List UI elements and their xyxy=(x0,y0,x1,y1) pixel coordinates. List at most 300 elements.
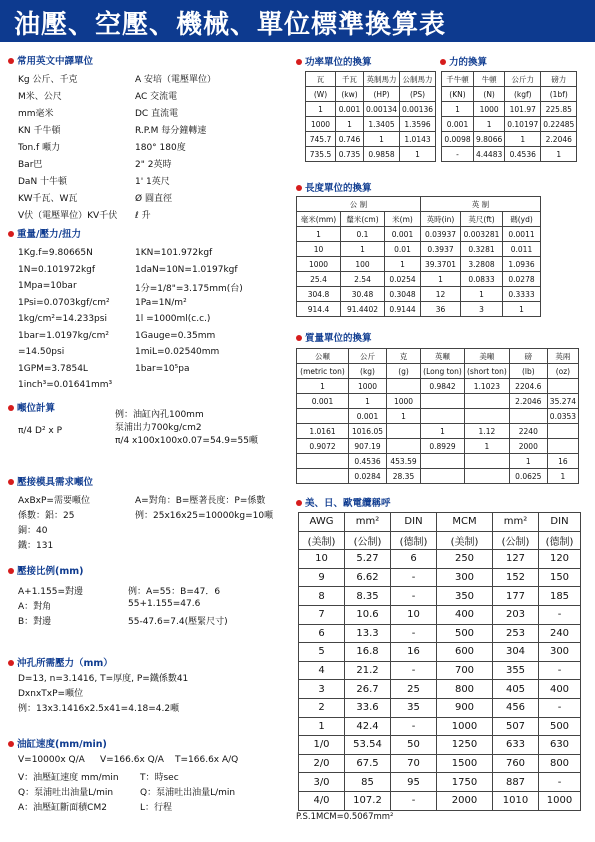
table-cell: 500 xyxy=(539,717,581,736)
table-cell: 760 xyxy=(493,754,539,773)
table-cell: 2 xyxy=(299,698,345,717)
table-row xyxy=(297,379,579,394)
table-cell: 5.27 xyxy=(345,550,391,569)
table-row xyxy=(297,469,579,484)
table-cell: (美制) xyxy=(299,531,345,550)
table-cell: 10 xyxy=(297,242,341,257)
table-cell: mm² xyxy=(345,513,391,532)
table-cell: 177 xyxy=(493,587,539,606)
table-cell: 887 xyxy=(493,773,539,792)
eng-item: Kg 公斤、千克 xyxy=(18,75,78,85)
table-group-header: 公 制 xyxy=(297,197,421,212)
table-cell: 公斤 xyxy=(349,349,387,364)
table-cell: 1 xyxy=(465,439,510,454)
table-cell: 1000 xyxy=(349,379,387,394)
table-cell: - xyxy=(391,587,437,606)
table-cell: 1000 xyxy=(474,102,505,117)
table-cell: 16.8 xyxy=(345,643,391,662)
table-row xyxy=(299,568,581,587)
tonnage-formula: π/4 D² x P xyxy=(18,426,63,436)
eng-item: ℓ 升 xyxy=(135,211,151,221)
table-cell: 0.0353 xyxy=(547,409,578,424)
table-cell xyxy=(465,454,510,469)
table-cell: 800 xyxy=(539,754,581,773)
table-row xyxy=(297,349,579,364)
table-cell: 0.00136 xyxy=(400,102,436,117)
table-cell: - xyxy=(539,661,581,680)
table-cell: 公制馬力 xyxy=(400,72,436,87)
table-cell: 1000 xyxy=(539,791,581,810)
ratio-item: A+1.155=對邊 xyxy=(18,587,84,597)
speed-item: V=10000x Q/A xyxy=(18,755,85,765)
table-row xyxy=(297,242,541,257)
ratio-item: A：對角 xyxy=(18,602,52,612)
table-cell: (KN) xyxy=(442,87,474,102)
table-cell: 225.85 xyxy=(541,102,577,117)
wt-item: 1daN=10N=1.0197kgf xyxy=(135,264,238,275)
table-cell: 米(m) xyxy=(385,212,421,227)
table-cell: 0.0625 xyxy=(509,469,547,484)
table-cell: - xyxy=(539,605,581,624)
table-cell: 1 xyxy=(400,147,436,162)
table-cell: MCM xyxy=(437,513,493,532)
table-cell: 35 xyxy=(391,698,437,717)
table-cell: 1 xyxy=(474,117,505,132)
table-row xyxy=(442,87,577,102)
table-cell: 85 xyxy=(345,773,391,792)
table-cell: 745.7 xyxy=(306,132,336,147)
table-row xyxy=(299,643,581,662)
table-row xyxy=(297,257,541,272)
table-cell: 1 xyxy=(385,257,421,272)
table-cell: - xyxy=(391,624,437,643)
eng-item: Bar巴 xyxy=(18,160,43,170)
table-cell: 3/0 xyxy=(299,773,345,792)
table-cell: 1010 xyxy=(493,791,539,810)
table-cell: 千瓦 xyxy=(336,72,364,87)
table-cell: 英制馬力 xyxy=(364,72,400,87)
table-cell xyxy=(297,454,349,469)
table-cell: 107.2 xyxy=(345,791,391,810)
table-cell: 6.62 xyxy=(345,568,391,587)
table-cell: 0.9858 xyxy=(364,147,400,162)
table-cell: 1000 xyxy=(306,117,336,132)
table-cell: 公噸 xyxy=(297,349,349,364)
speed-item: T=166.6x A/Q xyxy=(175,755,239,765)
table-cell: 203 xyxy=(493,605,539,624)
table-group-header: 英 制 xyxy=(421,197,541,212)
eng-item: KW千瓦、W瓦 xyxy=(18,194,78,204)
table-cell: 0.3281 xyxy=(461,242,503,257)
section-cylinder-speed: 油缸速度(mm/min) xyxy=(8,736,107,750)
table-cell: 0.001 xyxy=(297,394,349,409)
mold-item: 銅：40 xyxy=(18,526,48,536)
tonnage-example-3: π/4 x100x100x0.07=54.9=55噸 xyxy=(115,436,258,446)
eng-item: Ton.f 噸力 xyxy=(18,143,61,153)
table-cell: 2.2046 xyxy=(509,394,547,409)
table-row xyxy=(299,531,581,550)
table-cell: 914.4 xyxy=(297,302,341,317)
table-cell: 10 xyxy=(299,550,345,569)
section-mass: 質量單位的換算 xyxy=(296,330,372,344)
eng-item: KN 千牛頓 xyxy=(18,126,61,136)
table-cell: 500 xyxy=(437,624,493,643)
table-cell: 美噸 xyxy=(465,349,510,364)
table-cell: DIN xyxy=(539,513,581,532)
table-cell: 30.48 xyxy=(341,287,385,302)
table-cell: 0.0833 xyxy=(461,272,503,287)
force-table xyxy=(441,71,577,162)
table-cell: 400 xyxy=(539,680,581,699)
table-cell: 釐米(cm) xyxy=(341,212,385,227)
table-row xyxy=(297,454,579,469)
eng-item: mm毫米 xyxy=(18,109,54,119)
section-crimp-ratio: 壓接比例(mm) xyxy=(8,563,83,577)
table-cell: 0.3048 xyxy=(385,287,421,302)
wt-item: 1Psi=0.0703kgf/cm² xyxy=(18,297,110,308)
punch-line-1: D=13, n=3.1416, T=厚度, P=鐵係數41 xyxy=(18,674,189,684)
cable-note: P.S.1MCM=0.5067mm² xyxy=(296,812,394,822)
table-cell: 英尺(ft) xyxy=(461,212,503,227)
table-cell: DIN xyxy=(391,513,437,532)
table-cell: 120 xyxy=(539,550,581,569)
table-cell: 瓦 xyxy=(306,72,336,87)
table-cell: 900 xyxy=(437,698,493,717)
table-cell: 33.6 xyxy=(345,698,391,717)
table-cell: 1.3405 xyxy=(364,117,400,132)
table-cell: AWG xyxy=(299,513,345,532)
table-row xyxy=(299,624,581,643)
table-cell: 千牛頓 xyxy=(442,72,474,87)
table-cell xyxy=(465,469,510,484)
speed-item: A：油壓缸斷面積CM2 xyxy=(18,803,107,813)
eng-item: 1' 1英尺 xyxy=(135,177,170,187)
ratio-item: 55-47.6=7.4(壓緊尺寸) xyxy=(128,617,228,627)
table-row xyxy=(306,147,436,162)
table-cell: - xyxy=(442,147,474,162)
table-cell: 英時(in) xyxy=(421,212,461,227)
table-cell: 2240 xyxy=(509,424,547,439)
table-cell: 1.1023 xyxy=(465,379,510,394)
wt-item: 1GPM=3.7854L xyxy=(18,363,88,374)
table-cell xyxy=(509,409,547,424)
wt-item: =14.50psi xyxy=(18,347,65,357)
eng-item: R.P.M 每分鐘轉速 xyxy=(135,126,207,136)
table-cell: 70 xyxy=(391,754,437,773)
table-cell: 0.9842 xyxy=(421,379,465,394)
wt-item: 1miL=0.02540mm xyxy=(135,347,220,357)
table-cell: 0.9144 xyxy=(385,302,421,317)
table-cell: 1 xyxy=(336,117,364,132)
length-table xyxy=(296,196,541,317)
table-cell: 1 xyxy=(547,469,578,484)
wt-item: 1kg/cm²=14.233psi xyxy=(18,314,107,324)
table-cell: 185 xyxy=(539,587,581,606)
section-punch-pressure: 沖孔所需壓力（mm） xyxy=(8,655,113,669)
tonnage-example-2: 泵浦出力700kg/cm2 xyxy=(115,423,202,433)
table-cell: 0.0011 xyxy=(503,227,541,242)
eng-item: DC 直流電 xyxy=(135,109,179,119)
table-cell xyxy=(387,379,421,394)
table-cell: (1bf) xyxy=(541,87,577,102)
table-cell: 26.7 xyxy=(345,680,391,699)
table-row xyxy=(297,212,541,227)
table-cell: 16 xyxy=(547,454,578,469)
table-cell: 250 xyxy=(437,550,493,569)
table-cell: 磅力 xyxy=(541,72,577,87)
table-cell: 0.4536 xyxy=(505,147,541,162)
eng-item: V伏（電壓單位）KV千伏 xyxy=(18,211,118,221)
table-cell: 1500 xyxy=(437,754,493,773)
table-cell: 1.0143 xyxy=(400,132,436,147)
speed-item: V：油壓缸速度 mm/min xyxy=(18,773,119,783)
table-cell: 2000 xyxy=(509,439,547,454)
table-cell: 1 xyxy=(297,227,341,242)
table-cell: 12 xyxy=(421,287,461,302)
table-cell: 1 xyxy=(503,302,541,317)
table-row xyxy=(306,102,436,117)
table-row xyxy=(299,661,581,680)
table-row xyxy=(299,791,581,810)
table-cell: 127 xyxy=(493,550,539,569)
table-cell: 9 xyxy=(299,568,345,587)
table-cell xyxy=(465,409,510,424)
table-cell: 0.10197 xyxy=(505,117,541,132)
table-row xyxy=(299,773,581,792)
table-cell: 0.03937 xyxy=(421,227,461,242)
table-cell: - xyxy=(391,717,437,736)
table-cell: 507 xyxy=(493,717,539,736)
speed-item: T：時sec xyxy=(140,773,179,783)
table-cell xyxy=(387,439,421,454)
table-row xyxy=(299,717,581,736)
table-cell: 456 xyxy=(493,698,539,717)
wt-item: 1l =1000ml(c.c.) xyxy=(135,314,211,324)
table-cell: 21.2 xyxy=(345,661,391,680)
table-cell: 4 xyxy=(299,661,345,680)
table-cell: 2.54 xyxy=(341,272,385,287)
table-row xyxy=(297,424,579,439)
table-cell: 28.35 xyxy=(387,469,421,484)
section-english-units: 常用英文中譯單位 xyxy=(8,53,93,67)
table-cell: 10 xyxy=(391,605,437,624)
speed-item: Q：泵浦吐出油量L/min xyxy=(140,788,236,798)
table-cell: 630 xyxy=(539,736,581,755)
table-row xyxy=(297,272,541,287)
table-cell: 1250 xyxy=(437,736,493,755)
table-row xyxy=(306,117,436,132)
table-cell: 1750 xyxy=(437,773,493,792)
table-cell: 8.35 xyxy=(345,587,391,606)
table-cell: (metric ton) xyxy=(297,364,349,379)
table-cell: 700 xyxy=(437,661,493,680)
wt-item: 1Gauge=0.35mm xyxy=(135,330,216,341)
table-cell: 1 xyxy=(387,409,421,424)
section-length: 長度單位的換算 xyxy=(296,180,372,194)
table-cell: - xyxy=(539,698,581,717)
table-row xyxy=(442,132,577,147)
table-header-row xyxy=(297,197,541,212)
table-row xyxy=(442,117,577,132)
table-cell: 4/0 xyxy=(299,791,345,810)
table-row xyxy=(297,439,579,454)
wt-item: 1Kg.f=9.80665N xyxy=(18,248,93,258)
page-title: 油壓、空壓、機械、單位標準換算表 xyxy=(14,10,447,40)
mold-item: A=對角：B=壓著長度：P=係數 xyxy=(135,496,266,506)
table-cell xyxy=(297,469,349,484)
section-mold-tonnage: 壓接模具需求噸位 xyxy=(8,474,93,488)
table-cell: 405 xyxy=(493,680,539,699)
table-cell: 1/0 xyxy=(299,736,345,755)
wt-item: 1KN=101.972kgf xyxy=(135,248,213,258)
ratio-item: B：對邊 xyxy=(18,617,52,627)
table-cell: (W) xyxy=(306,87,336,102)
table-cell: 0.1 xyxy=(341,227,385,242)
table-cell: (lb) xyxy=(509,364,547,379)
table-cell: 3 xyxy=(461,302,503,317)
table-cell: 2000 xyxy=(437,791,493,810)
wt-item: 1分=1/8"=3.175mm(台) xyxy=(135,284,243,294)
speed-item: Q：泵浦吐出油量L/min xyxy=(18,788,114,798)
table-cell: 0.01 xyxy=(385,242,421,257)
table-row xyxy=(442,147,577,162)
table-cell: 1 xyxy=(421,272,461,287)
table-cell: 152 xyxy=(493,568,539,587)
table-row xyxy=(299,513,581,532)
table-cell: 1 xyxy=(421,424,465,439)
table-cell: mm² xyxy=(493,513,539,532)
table-cell: 1 xyxy=(364,132,400,147)
table-cell: 100 xyxy=(341,257,385,272)
table-cell: 25.4 xyxy=(297,272,341,287)
table-cell: 300 xyxy=(437,568,493,587)
table-row xyxy=(299,550,581,569)
table-cell: 2204.6 xyxy=(509,379,547,394)
section-weight-pressure: 重量/壓力/扭力 xyxy=(8,226,81,240)
section-cable: 美、日、歐電纜稱呼 xyxy=(296,495,391,509)
table-row xyxy=(442,102,577,117)
table-cell: - xyxy=(391,791,437,810)
table-cell: 英兩 xyxy=(547,349,578,364)
wt-item: 1N=0.101972kgf xyxy=(18,264,96,275)
table-row xyxy=(299,698,581,717)
table-cell: 240 xyxy=(539,624,581,643)
table-cell: 633 xyxy=(493,736,539,755)
table-cell: 400 xyxy=(437,605,493,624)
table-cell: 0.001 xyxy=(442,117,474,132)
table-cell: 1000 xyxy=(387,394,421,409)
table-cell: 42.4 xyxy=(345,717,391,736)
table-cell: 1 xyxy=(509,454,547,469)
wt-item: 1Mpa=10bar xyxy=(18,281,77,291)
table-cell: 2/0 xyxy=(299,754,345,773)
mold-item: AxBxP=需要噸位 xyxy=(18,496,90,506)
table-cell: 1.0936 xyxy=(503,257,541,272)
eng-item: DaN 十牛頓 xyxy=(18,177,68,187)
table-cell: (Long ton) xyxy=(421,364,465,379)
wt-item: 1bar=10⁵pa xyxy=(135,363,190,374)
table-cell: 300 xyxy=(539,643,581,662)
table-cell: 1 xyxy=(541,147,577,162)
table-cell: 3.2808 xyxy=(461,257,503,272)
eng-item: A 安培（電壓單位） xyxy=(135,75,217,85)
table-cell: 英噸 xyxy=(421,349,465,364)
table-row xyxy=(299,587,581,606)
table-row xyxy=(299,605,581,624)
table-cell: 0.9072 xyxy=(297,439,349,454)
table-cell: 10.6 xyxy=(345,605,391,624)
eng-item: 2" 2英時 xyxy=(135,160,172,170)
table-cell: 0.00134 xyxy=(364,102,400,117)
table-cell: 1.12 xyxy=(465,424,510,439)
table-cell: 公斤力 xyxy=(505,72,541,87)
table-cell: 907.19 xyxy=(349,439,387,454)
table-cell: 1016.05 xyxy=(349,424,387,439)
mold-item: 係數：鋁：25 xyxy=(18,511,75,521)
table-cell: 6 xyxy=(391,550,437,569)
table-cell: - xyxy=(539,773,581,792)
table-cell: (kw) xyxy=(336,87,364,102)
section-power: 功率單位的換算 xyxy=(296,54,372,68)
power-table xyxy=(305,71,436,162)
table-cell: 1.0161 xyxy=(297,424,349,439)
table-cell: 5 xyxy=(299,643,345,662)
wt-item: 1bar=1.0197kg/cm² xyxy=(18,330,109,341)
table-cell: 7 xyxy=(299,605,345,624)
table-cell: 150 xyxy=(539,568,581,587)
table-cell: 磅 xyxy=(509,349,547,364)
table-cell: 1 xyxy=(461,287,503,302)
table-cell: 600 xyxy=(437,643,493,662)
table-row xyxy=(297,409,579,424)
table-cell: 1000 xyxy=(297,257,341,272)
table-cell xyxy=(421,394,465,409)
table-cell: (公制) xyxy=(493,531,539,550)
table-cell: 253 xyxy=(493,624,539,643)
speed-item: V=166.6x Q/A xyxy=(100,755,164,765)
table-cell: 355 xyxy=(493,661,539,680)
wt-item: 1inch³=0.01641mm³ xyxy=(18,380,113,390)
table-cell: 0.0254 xyxy=(385,272,421,287)
table-cell: 1 xyxy=(349,394,387,409)
table-cell xyxy=(547,439,578,454)
speed-item: L：行程 xyxy=(140,803,173,813)
table-cell: 1 xyxy=(505,132,541,147)
table-cell: 1 xyxy=(341,242,385,257)
table-cell: (kg) xyxy=(349,364,387,379)
table-row xyxy=(306,132,436,147)
table-cell: (PS) xyxy=(400,87,436,102)
table-cell: 0.001 xyxy=(349,409,387,424)
table-cell xyxy=(421,409,465,424)
table-cell: 1 xyxy=(299,717,345,736)
ratio-item: 例：A=55：B=47．6 xyxy=(128,587,221,597)
table-cell: 16 xyxy=(391,643,437,662)
table-cell: 36 xyxy=(421,302,461,317)
table-cell: 50 xyxy=(391,736,437,755)
table-cell: 13.3 xyxy=(345,624,391,643)
table-cell: 克 xyxy=(387,349,421,364)
table-cell: (HP) xyxy=(364,87,400,102)
table-cell: 95 xyxy=(391,773,437,792)
table-cell: 67.5 xyxy=(345,754,391,773)
table-cell: 0.746 xyxy=(336,132,364,147)
table-cell: 91.4402 xyxy=(341,302,385,317)
table-cell: 0.0284 xyxy=(349,469,387,484)
table-cell: 800 xyxy=(437,680,493,699)
table-cell: 101.97 xyxy=(505,102,541,117)
ratio-item: 55+1.155=47.6 xyxy=(128,599,201,609)
